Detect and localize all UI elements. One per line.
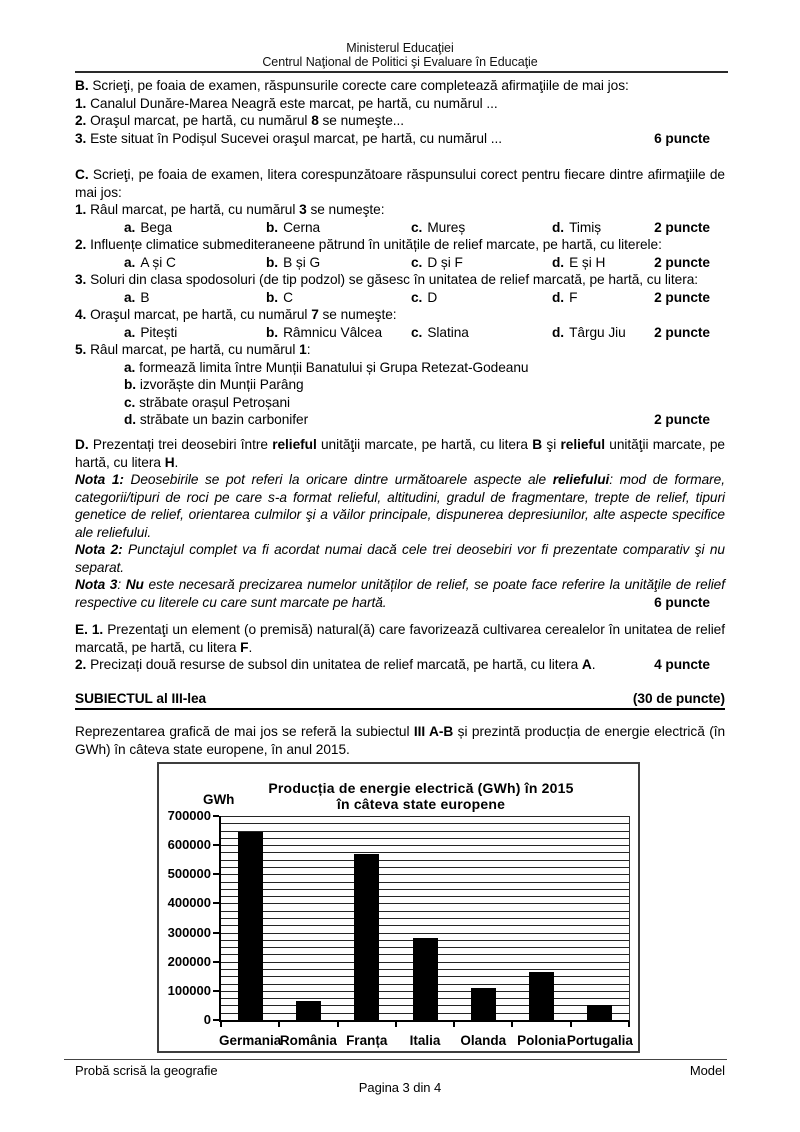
bar-chart (157, 762, 640, 1053)
option-d: d. F (552, 289, 578, 305)
bar-olanda (471, 988, 496, 1020)
e-item-2-text: 2. Precizați două resurse de subsol din unitatea de relief marcată, pe hartă, cu litera A. (75, 657, 596, 672)
gridline (221, 816, 629, 817)
y-tick-label: 600000 (167, 837, 211, 853)
x-category-label: Polonia (517, 1033, 566, 1048)
gridline (221, 831, 629, 832)
x-category-label: Olanda (460, 1033, 507, 1048)
option-c: c. D (411, 289, 438, 305)
e-item-1: E. 1. Prezentaţi un element (o premisă) natural(ă) care favorizează cultivarea cerealelor în unitatea de relief marcată, pe hartă, cu litera F. (75, 622, 725, 655)
option-d: d. Târgu Jiu (552, 324, 626, 340)
chart-intro (75, 723, 725, 758)
subject3-heading (75, 691, 725, 710)
y-tick-label: 0 (203, 1012, 211, 1027)
bar-germania (238, 832, 263, 1020)
c-item-5-d-text: d. străbate un bazin carbonifer (124, 412, 309, 427)
x-tick (453, 1022, 455, 1027)
c-options-1 (75, 219, 725, 237)
section-d (75, 436, 725, 611)
page-number: Pagina 3 din 4 (358, 1080, 442, 1095)
doc-header (0, 41, 800, 69)
x-tick (511, 1022, 513, 1027)
option-b: b. Râmnicu Vâlcea (266, 324, 383, 340)
points-label: 6 puncte (654, 594, 710, 610)
gridline (221, 889, 629, 890)
d-nota-3 (75, 576, 725, 611)
x-tick (570, 1022, 572, 1027)
points-label: 2 puncte (654, 289, 710, 305)
gridline (221, 860, 629, 861)
bar-italia (413, 938, 438, 1020)
plot-area (219, 816, 630, 1022)
gridline (221, 867, 629, 868)
gridline (221, 874, 629, 875)
x-category-label: Germania (219, 1033, 282, 1048)
footer-rule (64, 1059, 727, 1060)
gridline (221, 882, 629, 883)
y-tick (213, 902, 219, 904)
gridline (221, 896, 629, 897)
y-tick (213, 1019, 219, 1021)
x-category-label: Italia (409, 1033, 441, 1048)
b-item-3 (75, 130, 725, 148)
c-item-3: 3. Soluri din clasa spodosoluri (de tip podzol) se găsesc în unitatea de relief marcată, pe hartă, cu litera: (75, 272, 699, 287)
points-label: 4 puncte (654, 657, 710, 672)
option-c: c. Slatina (411, 324, 469, 340)
y-tick (213, 990, 219, 992)
c-item-5-c: c. străbate orașul Petroșani (124, 394, 290, 410)
d-nota-2: Nota 2: Punctajul complet va fi acordat numai dacă cele trei deosebiri vor fi prezentate comparativ şi nu separat. (75, 542, 725, 575)
b-item-2: 2. Oraşul marcat, pe hartă, cu numărul 8 se numeşte... (75, 113, 405, 128)
option-b: b. C (266, 289, 293, 305)
points-label: 2 puncte (654, 219, 710, 235)
option-b: b. Cerna (266, 219, 321, 235)
x-tick (337, 1022, 339, 1027)
option-a: a. Pitești (124, 324, 178, 340)
points-label: 2 puncte (654, 412, 710, 427)
y-tick (213, 961, 219, 963)
gridline (221, 845, 629, 846)
option-a: a. A și C (124, 254, 176, 270)
gridline (221, 903, 629, 904)
subject3-title: SUBIECTUL al III-lea (75, 691, 207, 706)
b-intro: B. Scrieţi, pe foaia de examen, răspunsurile corecte care completează afirmaţiile de mai jos: (75, 78, 629, 93)
section-c (75, 166, 725, 429)
chart-title-line1: Producția de energie electrică (GWh) în 2015 (268, 780, 574, 796)
d-nota-1: Nota 1: Deosebirile se pot referi la oricare dintre următoarele aspecte ale reliefului: mod de formare, categorii/tipuri de roci pe care s-a format relieful, altitudini, gradul de fragmentare, trepte de relief, tipuri genetice de relief, orientarea culmilor şi a văilor principale, dispunerea depresiunilor, alte aspecte specifice ale reliefului. (75, 472, 725, 540)
bar-portugalia (587, 1005, 612, 1020)
c-options-3 (75, 289, 725, 307)
gridline (221, 838, 629, 839)
x-tick (278, 1022, 280, 1027)
option-d: d. Timiș (552, 219, 602, 235)
points-label: 6 puncte (654, 130, 710, 146)
gridline (221, 852, 629, 853)
chart-title-line2: în câteva state europene (336, 796, 506, 812)
option-a: a. B (124, 289, 150, 305)
points-label: 2 puncte (654, 324, 710, 340)
c-item-5-d (75, 411, 725, 429)
option-c: c. Mureș (411, 219, 466, 235)
c-item-5-b: b. izvorăște din Munții Parâng (124, 377, 304, 392)
gridline (221, 911, 629, 912)
c-options-4 (75, 324, 725, 342)
points-label: 2 puncte (654, 254, 710, 270)
y-tick-label: 100000 (167, 982, 211, 998)
y-tick (213, 873, 219, 875)
section-b (75, 77, 725, 147)
c-item-5-a: a. formează limita între Munții Banatului și Grupa Retezat-Godeanu (124, 359, 529, 375)
y-tick (213, 815, 219, 817)
x-tick (395, 1022, 397, 1027)
y-tick-label: 200000 (167, 953, 211, 969)
option-c: c. D și F (411, 254, 463, 270)
y-tick (213, 844, 219, 846)
c-item-5: 5. Râul marcat, pe hartă, cu numărul 1: (75, 342, 311, 357)
chart-intro-paragraph: Reprezentarea grafică de mai jos se referă la subiectul III A-B și prezintă producția de energie electrică (în GWh) în câteva state europene, în anul 2015. (75, 724, 726, 757)
d-paragraph: D. Prezentați trei deosebiri între relieful unităţii marcate, pe hartă, cu litera B şi relieful unităţii marcate, pe hartă, cu litera H. (75, 437, 725, 470)
header-rule (75, 71, 728, 73)
y-tick-label: 400000 (167, 895, 211, 911)
y-tick-label: 300000 (167, 924, 211, 940)
bar-franța (354, 854, 379, 1020)
y-axis-unit-label: GWh (203, 792, 235, 807)
bar-românia (296, 1001, 321, 1020)
footer-model-label: Model (689, 1063, 725, 1078)
c-item-2: 2. Influențe climatice submediteraneene pătrund în unitățile de relief marcate, pe hartă, cu literele: (75, 237, 662, 252)
institution-line: Centrul Naţional de Politici şi Evaluare în Educaţie (262, 55, 538, 69)
option-d: d. E și H (552, 254, 606, 270)
e-item-2 (75, 656, 725, 674)
x-category-label: România (279, 1033, 337, 1048)
b-item-1: 1. Canalul Dunăre-Marea Neagră este marcat, pe hartă, cu numărul ... (75, 95, 498, 111)
ministry-line: Ministerul Educaţiei (346, 41, 454, 55)
subject3-points: (30 de puncte) (632, 691, 725, 706)
c-intro: C. Scrieţi, pe foaia de examen, litera corespunzătoare răspunsului corect pentru fiecare dintre afirmaţiile de mai jos: (75, 167, 725, 200)
bar-polonia (529, 972, 554, 1020)
x-category-label: Franța (346, 1033, 388, 1048)
gridline (221, 918, 629, 919)
c-item-4: 4. Oraşul marcat, pe hartă, cu numărul 7 se numeşte: (75, 307, 397, 322)
gridline (221, 925, 629, 926)
d-nota-3-text: Nota 3: Nu este necesară precizarea numelor unităților de relief, se poate face referire la unităţile de relief respective cu literele cu care sunt marcate pe hartă. (75, 577, 725, 610)
y-tick-label: 700000 (167, 808, 211, 823)
footer-exam-type: Probă scrisă la geografie (75, 1063, 218, 1078)
y-tick (213, 932, 219, 934)
section-e (75, 621, 725, 674)
gridline (221, 823, 629, 824)
x-tick (220, 1022, 222, 1027)
chart-title (217, 780, 625, 812)
gridline (221, 933, 629, 934)
option-a: a. Bega (124, 219, 173, 235)
x-tick (628, 1022, 630, 1027)
c-item-1: 1. Râul marcat, pe hartă, cu numărul 3 se numeşte: (75, 202, 385, 217)
x-category-label: Portugalia (566, 1033, 633, 1048)
doc-footer (75, 1063, 725, 1079)
c-options-2 (75, 254, 725, 272)
b-item-3-text: 3. Este situat în Podișul Sucevei oraşul marcat, pe hartă, cu numărul ... (75, 130, 502, 146)
y-tick-label: 500000 (167, 866, 211, 882)
option-b: b. B și G (266, 254, 321, 270)
